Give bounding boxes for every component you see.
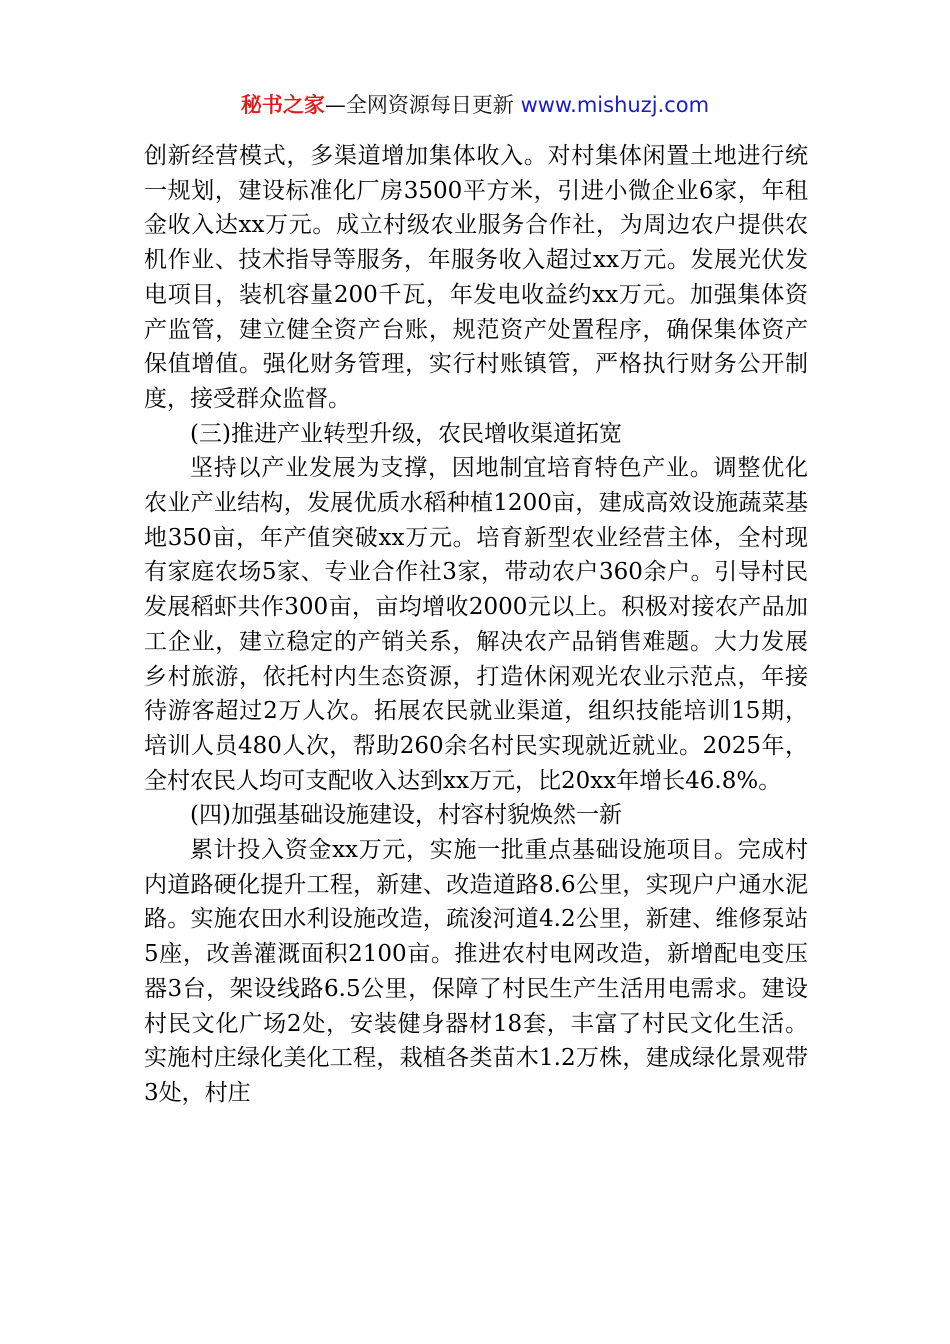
brand-name: 秘书之家 <box>240 93 325 117</box>
paragraph-continuation: 创新经营模式，多渠道增加集体收入。对村集体闲置土地进行统一规划，建设标准化厂房3500平方米，引进小微企业6家，年租金收入达xx万元。成立村级农业服务合作社，为周边农户提供农机作业、技术指导等服务，年服务收入超过xx万元。发展光伏发电项目，装机容量200千瓦，年发电收益约xx万元。加强集体资产监管，建立健全资产台账，规范资产处置程序，确保集体资产保值增值。强化财务管理，实行村账镇管，严格执行财务公开制度，接受群众监督。 <box>144 143 808 412</box>
document-body <box>144 139 808 1111</box>
section-heading-4: (四)加强基础设施建设，村容村貌焕然一新 <box>190 802 622 829</box>
paragraph-industry: 坚持以产业发展为支撑，因地制宜培育特色产业。调整优化农业产业结构，发展优质水稻种植1200亩，建成高效设施蔬菜基地350亩，年产值突破xx万元。培育新型农业经营主体，全村现有家庭农场5家、专业合作社3家，带动农户360余户。引导村民发展稻虾共作300亩，亩均增收2000元以上。积极对接农产品加工企业，建立稳定的产销关系，解决农产品销售难题。大力发展乡村旅游，依托村内生态资源，打造休闲观光农业示范点，年接待游客超过2万人次。拓展农民就业渠道，组织技能培训15期，培训人员480人次，帮助260余名村民实现就近就业。2025年，全村农民人均可支配收入达到xx万元，比20xx年增长46.8%。 <box>144 455 808 794</box>
page-header <box>0 86 950 124</box>
section-heading-3: (三)推进产业转型升级，农民增收渠道拓宽 <box>190 420 622 447</box>
site-url-link[interactable]: www.mishuzj.com <box>520 93 710 117</box>
paragraph-infrastructure: 累计投入资金xx万元，实施一批重点基础设施项目。完成村内道路硬化提升工程，新建、改造道路8.6公里，实现户户通水泥路。实施农田水利设施改造，疏浚河道4.2公里，新建、维修泵站5座，改善灌溉面积2100亩。推进农村电网改造，新增配电变压器3台，架设线路6.5公里，保障了村民生产生活用电需求。建设村民文化广场2处，安装健身器材18套，丰富了村民文化生活。实施村庄绿化美化工程，栽植各类苗木1.2万株，建成绿化景观带3处，村庄 <box>144 837 808 1106</box>
header-tagline: —全网资源每日更新 <box>324 93 521 117</box>
